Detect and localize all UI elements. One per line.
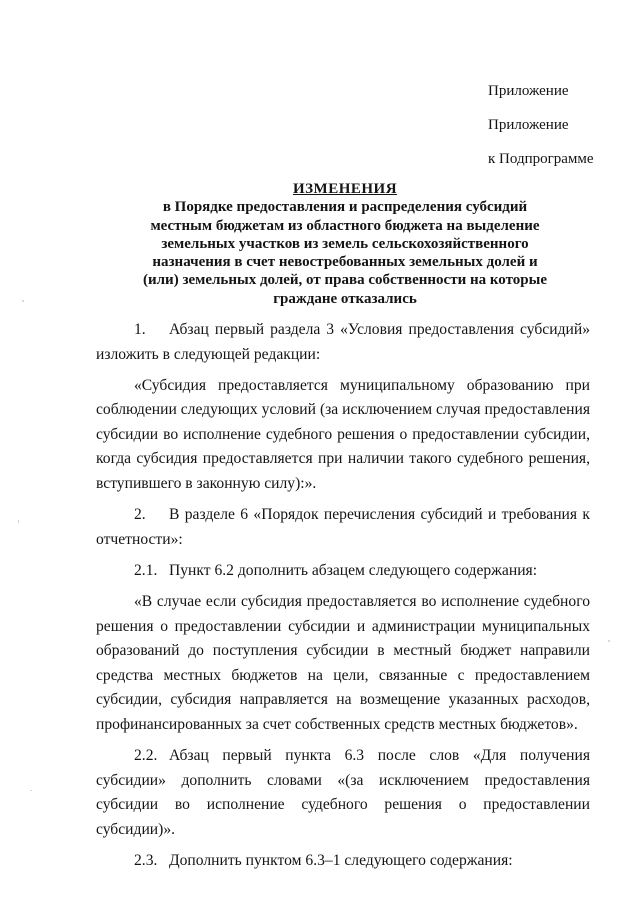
item-2-3 <box>96 849 590 874</box>
scan-speckle <box>608 640 610 642</box>
title-line-3: земельных участков из земель сельскохозяйственного <box>161 235 529 252</box>
document-title <box>120 180 570 308</box>
appendix-label-2: Приложение <box>488 117 569 133</box>
item-2-2-number: 2.2. <box>134 747 158 764</box>
appendix-subprogram-label: к Подпрограмме <box>488 151 594 167</box>
item-2-text: В разделе 6 «Порядок перечисления субсидий и требования к отчетности»: <box>96 506 590 548</box>
item-1-text: Абзац первый раздела 3 «Условия предоставления субсидий» изложить в следующей редакции: <box>96 321 590 363</box>
appendix-label-1: Приложение <box>488 83 569 99</box>
item-2-2 <box>96 744 590 842</box>
item-2-1-number: 2.1. <box>134 561 158 579</box>
title-line-6: граждане отказались <box>273 290 417 307</box>
item-2-3-number: 2.3. <box>134 851 158 869</box>
item-2-1-quote: «В случае если субсидия предоставляется во исполнение судебного решения о предоставлении субсидии и администрации муниципальных образований до поступления субсидии в местный бюджет направили средства местных бюджетов на цели, связанные с предоставлением субсидии, субсидия направляется на возмещение указанных расходов, профинансированных за счет собственных средств местных бюджетов». <box>96 592 590 733</box>
scan-speckle <box>18 520 19 523</box>
item-2 <box>96 503 590 552</box>
title-line-1: в Порядке предоставления и распределения субсидий <box>162 199 528 216</box>
scan-speckle <box>22 300 24 302</box>
item-2-1-text: Пункт 6.2 дополнить абзацем следующего содержания: <box>169 561 538 579</box>
title-line-4: назначения в счет невостребованных земельных долей и <box>152 254 538 271</box>
item-1 <box>96 318 590 367</box>
title-main: ИЗМЕНЕНИЯ <box>292 181 398 197</box>
item-2-2-text: Абзац первый пункта 6.3 после слов «Для получения субсидии» дополнить словами «(за исключением предоставления субсидии во исполнение судебного решения о предоставлении субсидии)». <box>96 747 590 838</box>
item-2-1 <box>96 559 590 584</box>
title-line-5: (или) земельных долей, от права собственности на которые <box>143 272 547 289</box>
scan-speckle <box>30 790 32 791</box>
item-2-3-text: Дополнить пунктом 6.3–1 следующего содержания: <box>169 851 513 869</box>
document-body <box>96 318 590 880</box>
item-2-number: 2. <box>134 506 146 524</box>
item-1-quote: «Субсидия предоставляется муниципальному образованию при соблюдении следующих условий (за исключением случая предоставления субсидии во исполнение судебного решения о предоставлении субсидии, когда субсидия предоставляется при наличии такого судебного решения, вступившего в законную силу):». <box>96 376 590 493</box>
title-line-2: местным бюджетам из областного бюджета на выделение <box>150 217 540 234</box>
item-1-number: 1. <box>134 321 146 338</box>
